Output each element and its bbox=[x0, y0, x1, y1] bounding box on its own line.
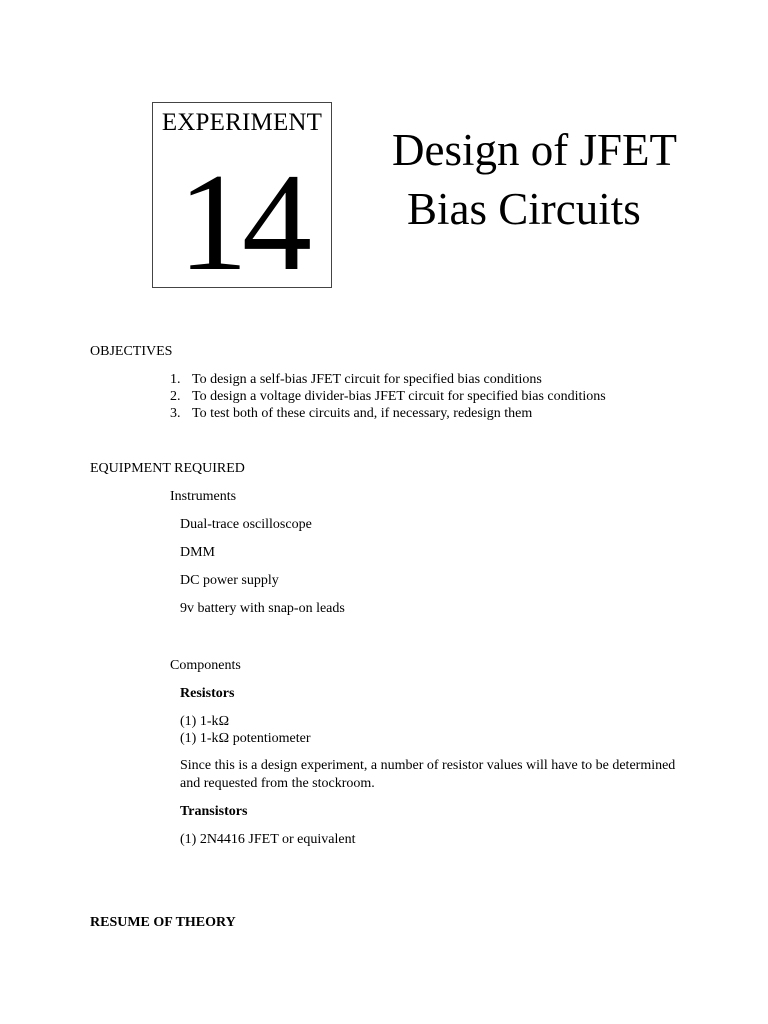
page-title-line-1: Design of JFET bbox=[392, 125, 677, 175]
resistor-item: (1) 1-kΩ potentiometer bbox=[180, 731, 311, 746]
instrument-item: DMM bbox=[180, 545, 216, 560]
instruments-label: Instruments bbox=[170, 489, 237, 504]
experiment-number: 14 bbox=[178, 145, 306, 300]
instrument-item: DC power supply bbox=[180, 573, 279, 588]
page-title-line-2: Bias Circuits bbox=[407, 184, 641, 234]
objectives-heading: OBJECTIVES bbox=[90, 344, 173, 359]
instrument-item: Dual-trace oscilloscope bbox=[180, 517, 312, 532]
objective-number: 1. bbox=[170, 372, 181, 387]
components-label: Components bbox=[170, 658, 241, 673]
objective-item: To design a self-bias JFET circuit for specified bias conditions bbox=[192, 372, 542, 387]
experiment-number-box bbox=[152, 102, 332, 300]
objective-number: 2. bbox=[170, 389, 181, 404]
theory-heading: RESUME OF THEORY bbox=[90, 915, 236, 930]
instrument-item: 9v battery with snap-on leads bbox=[180, 601, 345, 616]
transistors-heading: Transistors bbox=[180, 804, 248, 819]
resistors-heading: Resistors bbox=[180, 686, 235, 701]
objective-number: 3. bbox=[170, 406, 181, 421]
objective-item: To design a voltage divider-bias JFET circuit for specified bias conditions bbox=[192, 389, 606, 404]
transistor-item: (1) 2N4416 JFET or equivalent bbox=[180, 832, 356, 847]
resistor-item: (1) 1-kΩ bbox=[180, 714, 230, 729]
experiment-label: EXPERIMENT bbox=[161, 109, 323, 136]
objective-item: To test both of these circuits and, if necessary, redesign them bbox=[192, 406, 533, 421]
resistor-note: Since this is a design experiment, a number of resistor values will have to be determined and requested from the stockroom. bbox=[180, 758, 676, 791]
equipment-heading: EQUIPMENT REQUIRED bbox=[90, 461, 245, 476]
